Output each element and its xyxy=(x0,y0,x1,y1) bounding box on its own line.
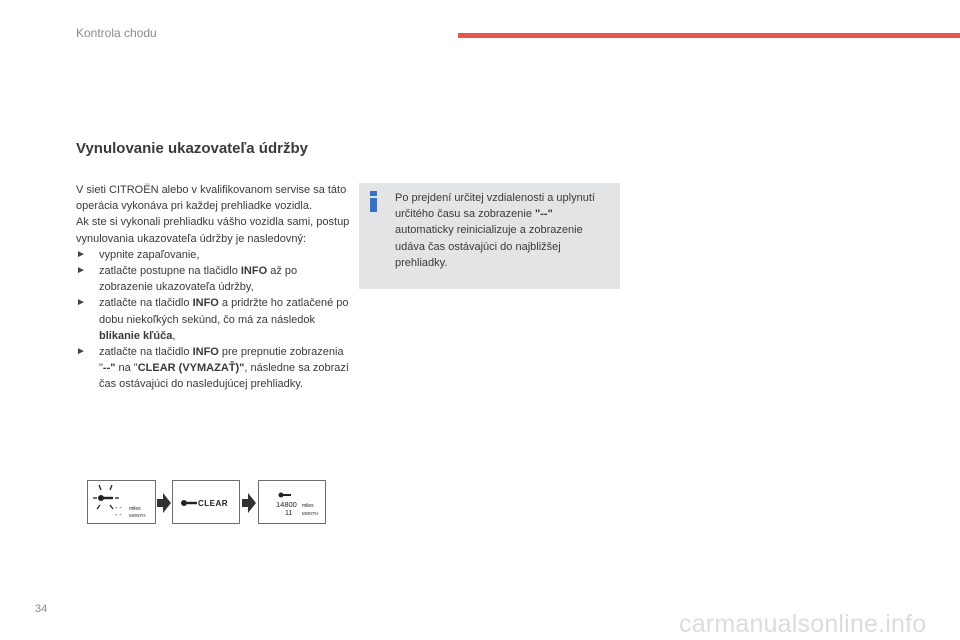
arrow-right-icon xyxy=(157,492,171,514)
display-clear-label: CLEAR xyxy=(198,499,229,508)
bullet-arrow-icon: ► xyxy=(76,265,86,277)
list-item: ► zatlačte na tlačidlo INFO pre prepnutie zobrazenia "--" na "CLEAR (VYMAZAŤ)", následne sa zobrazí čas ostávajúci do nasledujúcej prehliadky. xyxy=(76,346,349,391)
list-item: ► zatlačte na tlačidlo INFO a pridržte ho zatlačené po dobu niekoľkých sekúnd, čo má za následok blikanie kľúča, xyxy=(76,297,349,342)
info-text: Po prejdení určitej vzdialenosti a uplynutí určitého času sa zobrazenie "--" automaticky reinicializuje a zobrazenie udáva čas ostávajúci do najbližšej prehliadky. xyxy=(395,192,595,269)
info-icon xyxy=(367,191,381,212)
bullet-arrow-icon: ► xyxy=(76,248,86,260)
display-miles-label: miles xyxy=(129,506,141,512)
display-panel-blinking-wrench xyxy=(87,480,156,524)
intro-paragraph-2: Ak ste si vykonali prehliadku vášho vozidla sami, postup vynulovania ukazovateľa údržby je nasledovný: xyxy=(76,216,350,245)
display-month-label: MONTH xyxy=(129,513,146,518)
intro-paragraph: V sieti CITROËN alebo v kvalifikovanom servise sa táto operácia vykonáva pri každej prehliadke vozidla. xyxy=(76,184,347,213)
display-miles-label: miles xyxy=(302,503,314,509)
display-panel-clear xyxy=(172,480,240,524)
list-item: ► zatlačte postupne na tlačidlo INFO až po zobrazenie ukazovateľa údržby, xyxy=(76,265,298,294)
display-dashes-2: - - xyxy=(115,512,122,519)
wrench-icon xyxy=(279,493,292,498)
display-panel-remaining xyxy=(258,480,326,524)
wrench-icon xyxy=(98,495,113,501)
display-months-value: 11 xyxy=(285,510,293,517)
display-distance-value: 14800 xyxy=(276,500,297,509)
bullet-arrow-icon: ► xyxy=(76,346,86,358)
header-title: Kontrola chodu xyxy=(76,26,157,40)
header-accent-bar xyxy=(458,33,960,38)
arrow-right-icon xyxy=(242,492,256,514)
display-month-label: MONTH xyxy=(302,511,319,516)
steps-list xyxy=(76,247,351,393)
section-title: Vynulovanie ukazovateľa údržby xyxy=(76,140,308,157)
display-dashes: - - xyxy=(115,505,122,512)
page-number: 34 xyxy=(35,603,48,615)
watermark: carmanualsonline.info xyxy=(679,610,927,638)
wrench-icon xyxy=(181,500,197,506)
body-text xyxy=(76,182,351,393)
list-item: ► vypnite zapaľovanie, xyxy=(76,247,351,263)
bullet-arrow-icon: ► xyxy=(76,297,86,309)
